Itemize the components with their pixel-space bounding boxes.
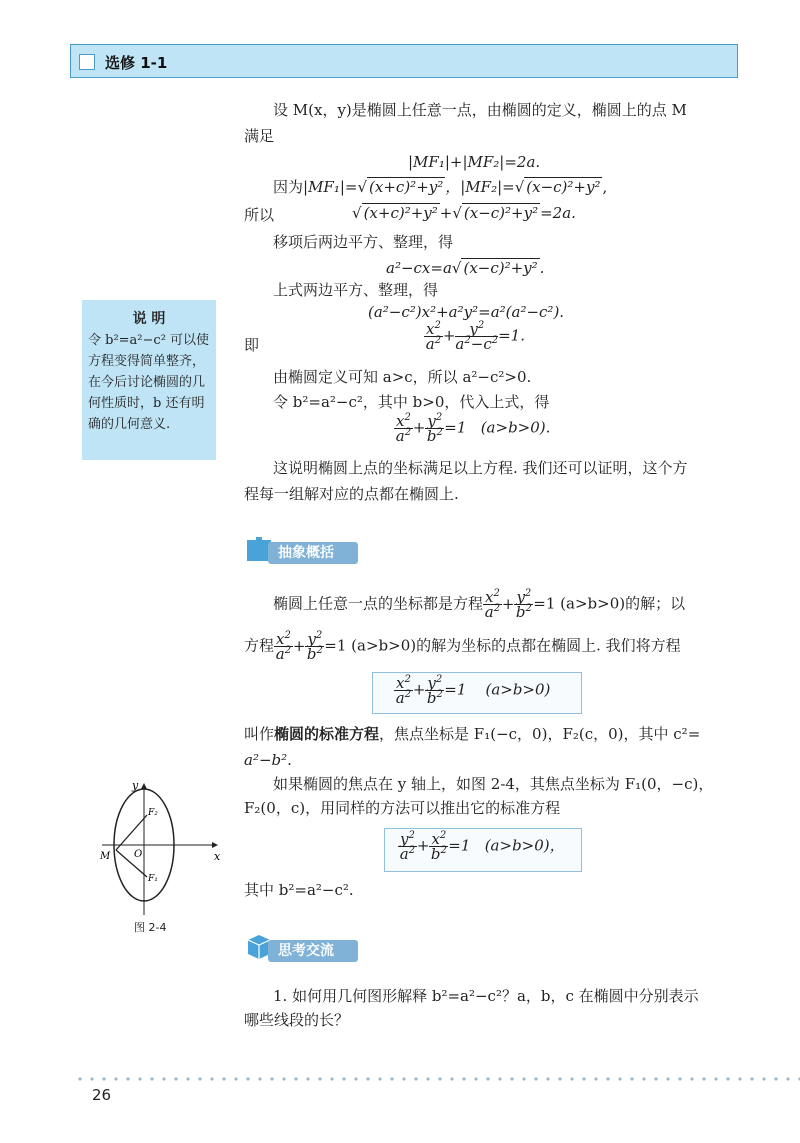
math: (a>b>0)，: [484, 836, 565, 855]
text: 叫作: [244, 725, 275, 743]
text: 椭圆上任意一点的坐标都是方程: [273, 594, 484, 613]
side-note: [82, 300, 216, 460]
text: ，焦点坐标是 F₁(−c，0)，F₂(c，0)，其中 c²=: [379, 725, 701, 743]
paragraph-label: 即: [244, 336, 260, 354]
text: =1 (a>b>0)的解；以: [533, 594, 686, 613]
term-bold: 椭圆的标准方程: [274, 725, 380, 743]
math: (a>b>0).: [480, 418, 551, 437]
section-badge-abstraction: [244, 540, 364, 564]
paragraph-line: 这说明椭圆上点的坐标满足以上方程. 我们还可以证明，这个方: [273, 459, 688, 477]
sqrt-expr: (x+c)²+y²: [363, 204, 438, 222]
paragraph-line: 由椭圆定义可知 a>c，所以 a²−c²>0.: [273, 368, 532, 386]
footer-dotted-rule: [74, 1077, 800, 1081]
sqrt-expr: (x+c)²+y²: [369, 178, 444, 196]
question-line: 1. 如何用几何图形解释 b²=a²−c²？a，b，c 在椭圆中分别表示: [273, 987, 699, 1005]
axis-x-label: x: [214, 850, 221, 863]
axis-y-label: y: [132, 779, 139, 792]
equation-standard-derived: $\frac{x^2}{a^2}$ + $\frac{y^2}{b^2}$ =1 (a>b>0).: [395, 412, 551, 445]
paragraph-line: 如果椭圆的焦点在 y 轴上，如图 2-4，其焦点坐标为 F₁(0，−c)，: [273, 775, 714, 793]
paragraph-line: a²−b².: [244, 751, 292, 769]
equation-sum-distances: √ (x+c)²+y² +√ (x−c)²+y² =2a.: [352, 204, 576, 222]
paragraph-line: 令 b²=a²−c²，其中 b>0，代入上式，得: [273, 393, 550, 411]
figure-ellipse-vertical: [92, 775, 222, 925]
note-title: 说 明: [132, 311, 166, 327]
equation-ellipse-a-c: $\frac{x^2}{a^2}$ + $\frac{y^2}{a^2-c^2}$ =1.: [425, 320, 525, 353]
paragraph-line: 程每一组解对应的点都在椭圆上.: [244, 485, 459, 503]
text: 方程: [244, 636, 275, 655]
page-number: 26: [92, 1086, 112, 1104]
point-f2-label: F₂: [148, 808, 158, 818]
note-body: 令 b²=a²−c² 可以使方程变得简单整齐，在今后讨论椭圆的几何性质时，b 还有明确的几何意义.: [88, 333, 210, 432]
section-label: 抽象概括: [278, 545, 334, 561]
chapter-header: [70, 44, 738, 78]
figure-caption: 图 2-4: [134, 921, 167, 934]
equation-definition: |MF₁|+|MF₂|=2a.: [408, 153, 541, 171]
header-square-icon: [79, 54, 95, 70]
section-badge-discussion: [244, 938, 364, 962]
question-line: 哪些线段的长？: [244, 1011, 350, 1029]
sqrt-expr: (x−c)²+y²: [526, 178, 601, 196]
math: |MF₁|=: [303, 178, 358, 196]
standard-equation-x-axis: $\frac{x^2}{a^2}$ + $\frac{y^2}{b^2}$ =1 (a>b>0): [395, 674, 551, 707]
point-m-label: M: [100, 851, 111, 862]
paragraph-line: [244, 724, 700, 744]
math: ，|MF₂|=: [445, 178, 515, 196]
paragraph-label: 所以: [244, 206, 275, 224]
math: (a>b>0): [485, 680, 551, 699]
sqrt-expr: (x−c)²+y²: [463, 259, 538, 277]
paragraph-line: F₂(0，c)，用同样的方法可以推出它的标准方程: [244, 799, 561, 817]
header-title: 选修 1-1: [105, 54, 168, 72]
paragraph-line: 其中 b²=a²−c².: [244, 881, 354, 899]
origin-label: O: [134, 849, 143, 860]
paragraph-line: 因为|MF₁|=√ (x+c)²+y² ，|MF₂|=√ (x−c)²+y² ,: [273, 178, 608, 196]
paragraph-line: 方程 $\frac{x^2}{a^2}$ + $\frac{y^2}{b^2}$ =1 (a>b>0)的解为坐标的点都在椭圆上. 我们将方程: [244, 630, 681, 663]
paragraph-line: 设 M(x，y)是椭圆上任意一点，由椭圆的定义，椭圆上的点 M: [273, 101, 687, 119]
equation-squared: a²−cx=a√ (x−c)²+y² .: [386, 259, 545, 277]
paragraph-line: 上式两边平方、整理，得: [273, 281, 439, 299]
math: =2a.: [540, 204, 576, 222]
point-f1-label: F₁: [148, 874, 158, 884]
paragraph-line: 移项后两边平方、整理，得: [273, 233, 454, 251]
standard-equation-y-axis: $\frac{y^2}{a^2}$ + $\frac{x^2}{b^2}$ =1 (a>b>0)，: [399, 830, 565, 863]
math: a²−cx=a: [386, 259, 452, 277]
sqrt-expr: (x−c)²+y²: [463, 204, 539, 222]
paragraph-line: 满足: [244, 127, 275, 145]
section-label: 思考交流: [278, 943, 334, 959]
text: =1 (a>b>0)的解为坐标的点都在椭圆上. 我们将方程: [324, 636, 681, 655]
text: 因为: [273, 178, 304, 196]
paragraph-line: 椭圆上任意一点的坐标都是方程 $\frac{x^2}{a^2}$ + $\frac{y^2}{b^2}$ =1 (a>b>0)的解；以: [273, 588, 686, 621]
equation-expanded: (a²−c²)x²+a²y²=a²(a²−c²).: [368, 303, 565, 321]
